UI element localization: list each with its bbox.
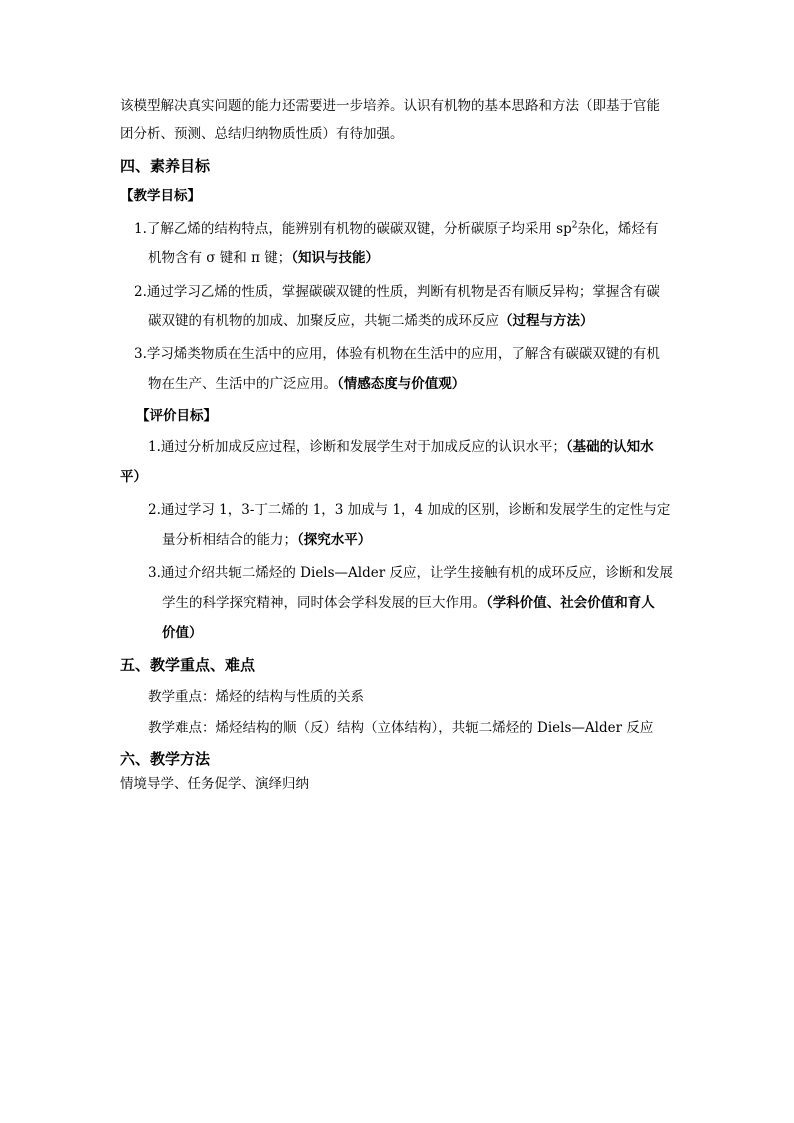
goal-1-line-1-end: 杂化，烯烃有 xyxy=(577,221,659,237)
goal-1-tag: （知识与技能） xyxy=(291,250,380,266)
eval-2-line-1: 2.通过学习 1，3-丁二烯的 1，3 加成与 1，4 加成的区别，诊断和发展学生的定性与定 xyxy=(148,502,671,518)
eval-3-line-2-text: 学生的科学探究精神，同时体会学科发展的巨大作用。 xyxy=(162,595,486,611)
key-point: 教学重点：烯烃的结构与性质的关系 xyxy=(148,689,364,705)
intro-line-2: 团分析、预测、总结归纳物质性质）有待加强。 xyxy=(120,126,404,142)
eval-3-tag: （学科价值、社会价值和育人 xyxy=(486,595,655,611)
eval-2-line-2 xyxy=(162,530,371,550)
intro-line-1: 该模型解决真实问题的能力还需要进一步培养。认识有机物的基本思路和方法（即基于官能 xyxy=(120,98,660,114)
eval-1-line-1 xyxy=(148,437,654,457)
goal-2-line-2 xyxy=(148,311,594,331)
eval-2-line-2-text: 量分析相结合的能力； xyxy=(162,532,297,548)
difficulty: 教学难点：烯烃结构的顺（反）结构（立体结构），共轭二烯烃的 Diels—Alder 反应 xyxy=(148,720,654,736)
teaching-goals-label: 【教学目标】 xyxy=(120,188,201,204)
teaching-methods: 情境导学、任务促学、演绎归纳 xyxy=(120,776,309,792)
goal-2-tag: （过程与方法） xyxy=(499,313,594,329)
eval-3-line-3: 价值） xyxy=(162,625,203,641)
eval-1-line-2: 平） xyxy=(120,469,147,485)
eval-2-tag: （探究水平） xyxy=(297,532,372,548)
goal-1-superscript: 2 xyxy=(571,220,578,231)
eval-3-line-1: 3.通过介绍共轭二烯烃的 Diels—Alder 反应，让学生接触有机的成环反应，诊断和发展 xyxy=(148,565,673,581)
goal-1-line-1 xyxy=(134,219,658,239)
goal-3-line-1: 3.学习烯类物质在生活中的应用，体验有机物在生活中的应用，了解含有碳碳双键的有机 xyxy=(134,346,660,362)
goal-1-line-2-text: 机物含有 σ 键和 π 键； xyxy=(148,250,292,266)
eval-3-line-2 xyxy=(162,593,655,613)
goal-1-line-1-text: 1.了解乙烯的结构特点，能辨别有机物的碳碳双键，分析碳原子均采用 sp xyxy=(134,221,572,237)
section-6-heading: 六、教学方法 xyxy=(120,750,211,768)
eval-1-tag: （基础的认知水 xyxy=(565,439,654,455)
goal-1-line-2 xyxy=(148,248,379,268)
eval-1-line-1-text: 1.通过分析加成反应过程，诊断和发展学生对于加成反应的认识水平； xyxy=(148,439,566,455)
goal-3-tag: （情感态度与价值观） xyxy=(337,376,466,392)
goal-2-line-2-text: 碳双键的有机物的加成、加聚反应，共轭二烯类的成环反应 xyxy=(148,313,499,329)
section-4-heading: 四、素养目标 xyxy=(120,157,211,175)
goal-3-line-2-text: 物在生产、生活中的广泛应用。 xyxy=(148,376,337,392)
goal-2-line-1: 2.通过学习乙烯的性质，掌握碳碳双键的性质，判断有机物是否有顺反异构；掌握含有碳 xyxy=(134,284,660,300)
goal-3-line-2 xyxy=(148,374,465,394)
eval-goals-label: 【评价目标】 xyxy=(136,408,217,424)
section-5-heading: 五、教学重点、难点 xyxy=(120,656,256,674)
